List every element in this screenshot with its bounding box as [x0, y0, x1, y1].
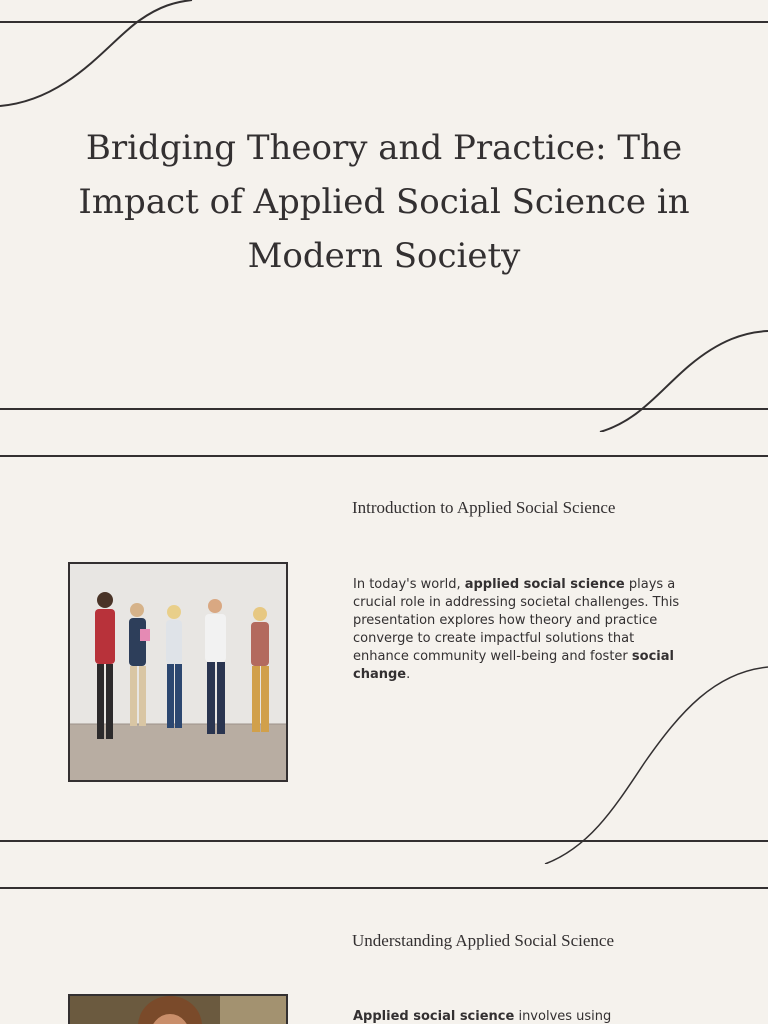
section-heading: Understanding Applied Social Science [352, 931, 615, 950]
intro-slide [0, 432, 768, 864]
body-text-segment: In today's world, [353, 577, 465, 592]
top-rule [0, 887, 768, 889]
page-title: Bridging Theory and Practice: The Impact of Applied Social Science in Modern Society [78, 128, 690, 276]
group-of-people-icon [70, 564, 286, 780]
section-heading: Introduction to Applied Social Science [352, 498, 616, 517]
portrait-photo [68, 994, 288, 1024]
emphasis-applied-social-science: Applied social science [353, 1009, 515, 1024]
body-text-segment: plays a crucial role in addressing societal challenges. This presentation explores how theory and practice converge to create impactful solutions that enhance community well-being and foster [353, 577, 680, 664]
intro-paragraph [353, 576, 683, 684]
emphasis-social-change: social change [353, 649, 674, 682]
title-slide [0, 0, 768, 432]
bottom-rule [0, 840, 768, 842]
emphasis-applied-social-science: applied social science [464, 577, 625, 592]
bottom-rule [0, 408, 768, 410]
person-portrait-icon [70, 996, 286, 1024]
top-rule [0, 455, 768, 457]
top-rule [0, 21, 768, 23]
body-text-segment: involves using [514, 1009, 612, 1024]
group-photo [68, 562, 288, 782]
body-text-segment: . [406, 667, 411, 682]
understanding-paragraph [353, 1008, 683, 1024]
understanding-slide [0, 864, 768, 1024]
